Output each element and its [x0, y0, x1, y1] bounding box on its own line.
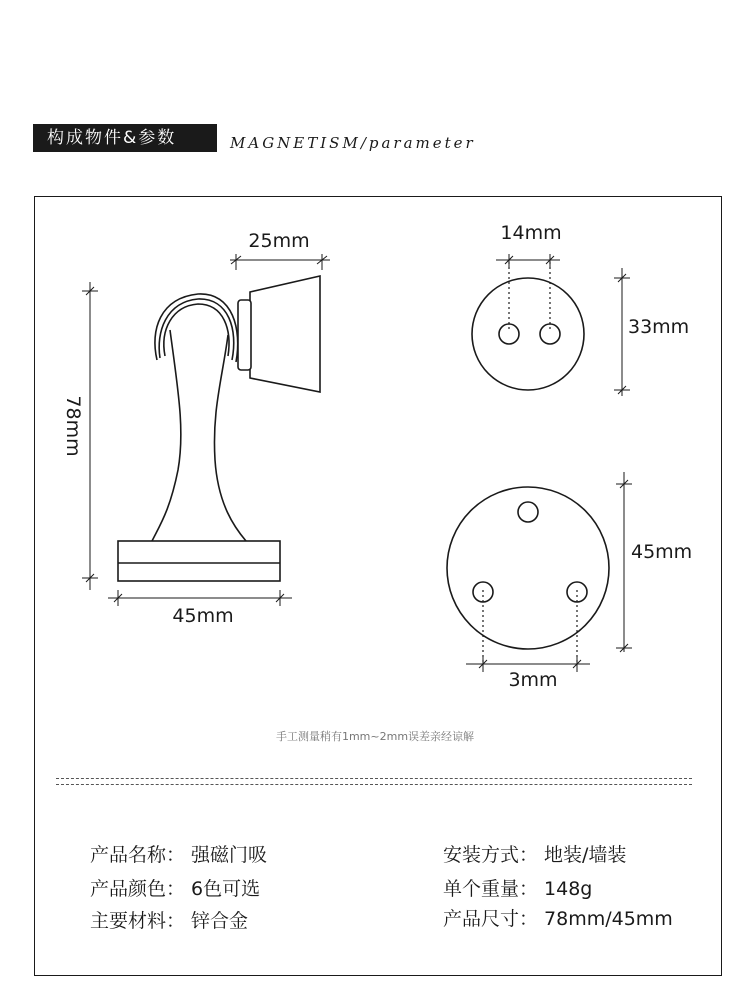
- spec-label: 产品尺寸：: [443, 908, 539, 930]
- section-title-badge: 构成物件&参数: [33, 124, 217, 152]
- spec-value: 地装/墙装: [544, 844, 627, 866]
- spec-install-method: [443, 840, 626, 867]
- spec-label: 单个重量：: [443, 878, 539, 900]
- spec-value: 锌合金: [191, 910, 249, 932]
- dim-label-25mm: 25mm: [248, 230, 310, 252]
- spec-value: 6色可选: [191, 878, 261, 900]
- dim-label-33mm: 33mm: [628, 316, 690, 338]
- spec-value: 148g: [544, 878, 593, 900]
- spec-weight: [443, 874, 592, 901]
- dim-label-3mm: 3mm: [508, 669, 558, 691]
- large-mount-disc: [447, 487, 609, 649]
- section-subtitle: MAGNETISM/parameter: [230, 134, 476, 152]
- spec-size: [443, 904, 673, 931]
- measurement-note: 手工测量稍有1mm~2mm误差亲经谅解: [275, 730, 475, 743]
- small-mount-disc: [472, 278, 584, 390]
- dim-label-45mm-base: 45mm: [172, 605, 234, 627]
- dim-label-14mm: 14mm: [500, 222, 562, 244]
- spec-label: 产品颜色：: [90, 878, 186, 900]
- dim-label-78mm: 78mm: [62, 395, 84, 457]
- spec-label: 产品名称：: [90, 844, 186, 866]
- dim-label-45mm-disc: 45mm: [631, 541, 693, 563]
- dashed-divider: [56, 778, 692, 785]
- spec-product-color: [90, 874, 260, 901]
- spec-label: 主要材料：: [90, 910, 186, 932]
- spec-label: 安装方式：: [443, 844, 539, 866]
- stopper-body: [118, 276, 320, 581]
- spec-product-name: [90, 840, 267, 867]
- spec-material: [90, 906, 248, 933]
- spec-value: 强磁门吸: [191, 844, 268, 866]
- spec-value: 78mm/45mm: [544, 908, 673, 930]
